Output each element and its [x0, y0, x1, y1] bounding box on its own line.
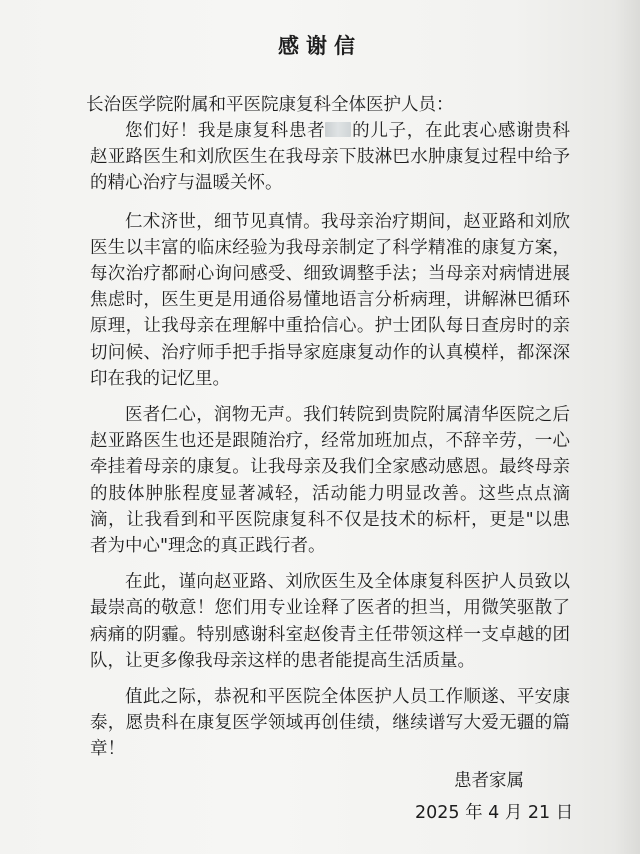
paper-edge-shadow: [614, 0, 640, 854]
paragraph-greeting: [90, 118, 570, 197]
paragraph-wishes: 值此之际，恭祝和平医院全体医护人员工作顺遂、平安康泰，愿贵科在康复医学领域再创佳绩，继续谱写大爱无疆的篇章！: [90, 687, 570, 760]
paragraph-gratitude: 在此，谨向赵亚路、刘欣医生及全体康复科医护人员致以最崇高的敬意！您们用专业诠释了医者的担当，用微笑驱散了病痛的阴霾。特别感谢科室赵俊青主任带领这样一支卓越的团队，让更多像我母亲这样的患者能提高生活质量。: [90, 572, 570, 671]
greeting-text-after: 的儿子，在此衷心感谢贵科赵亚路医生和刘欣医生在我母亲下肢淋巴水肿康复过程中给予的精心治疗与温暖关怀。: [90, 121, 570, 194]
letter-body: [90, 118, 570, 773]
letter-salutation: 长治医学院附属和平医院康复科全体医护人员：: [86, 95, 454, 115]
greeting-text-before: 您们好！我是康复科患者: [125, 121, 326, 141]
paragraph-treatment: 仁术济世，细节见真情。我母亲治疗期间，赵亚路和刘欣医生以丰富的临床经验为我母亲制定了科学精准的康复方案，每次治疗都耐心询问感受、细致调整手法；当母亲对病情进展焦虑时，医生更是用通俗易懂地语言分析病理，讲解淋巴循环原理，让我母亲在理解中重拾信心。护士团队每日查房时的亲切问候、治疗师手把手指导家庭康复动作的认真模样，都深深印在我的记忆里。: [90, 211, 570, 389]
letter-date: 2025 年 4 月 21 日: [415, 803, 574, 823]
redacted-name-blur: [325, 122, 351, 137]
paragraph-followup: 医者仁心，润物无声。我们转院到贵院附属清华医院之后赵亚路医生也还是跟随治疗，经常加班加点，不辞辛劳，一心牵挂着母亲的康复。让我母亲及我们全家感动感恩。最终母亲的肢体肿胀程度显著减轻，活动能力明显改善。这些点点滴滴，让我看到和平医院康复科不仅是技术的标杆，更是"以患者为中心"理念的真正践行者。: [90, 405, 570, 557]
letter-signature: 患者家属: [454, 771, 524, 791]
letter-title: 感谢信: [278, 34, 362, 58]
